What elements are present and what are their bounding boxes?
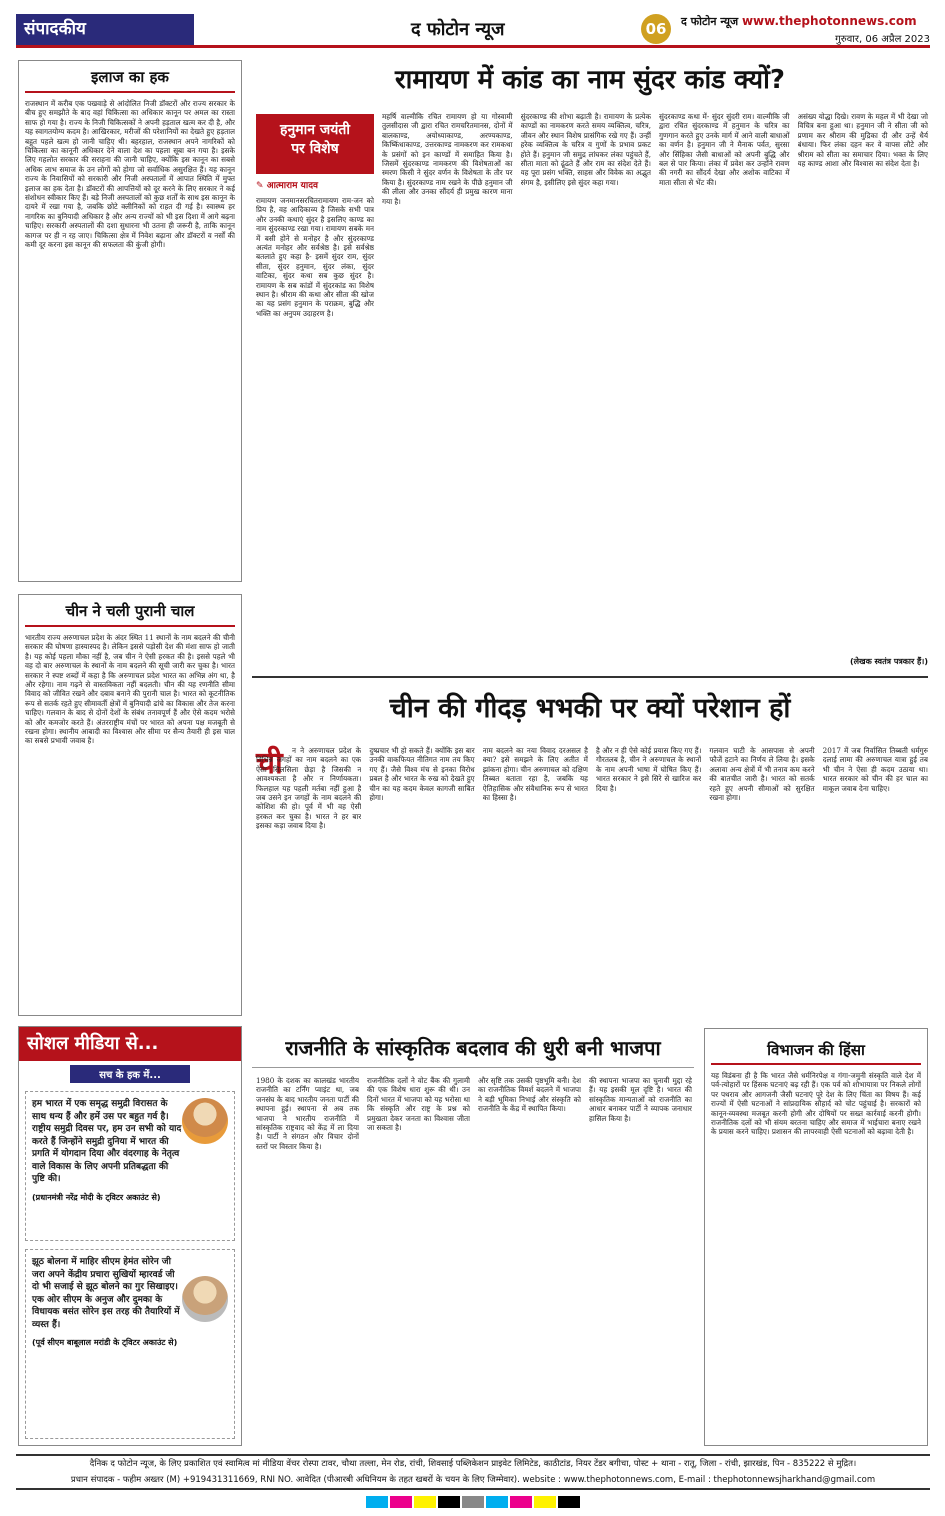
bjp-col3: और सृष्टि तक उसकी पृष्ठभूमि बनी। देश का राजनीतिक विमर्श बदलने में भाजपा ने बड़ी भूमिका निभाई और संस्कृति को राजनीति के केंद्र में स्थापित किया। xyxy=(478,1076,581,1114)
social-post-2-source: (पूर्व सीएम बाबूलाल मरांडी के ट्विटर अकाउंट से) xyxy=(32,1338,178,1347)
social-post-2 xyxy=(25,1249,235,1439)
editorial-china-title: चीन ने चली पुरानी चाल xyxy=(25,601,235,627)
ramayan-col4: सुंदरकाण्ड कथा में- सुंदर सुंदरी राम। वाल्मीकि जी द्वारा रचित सुंदरकाण्ड में हनुमान के चरित्र का गुणगान करते हुए उनके मार्ग में आने वाली बाधाओं का वर्णन है। हनुमान जी ने मैनाक पर्वत, सुरसा और सिंहिका जैसी बाधाओं को अपनी बुद्धि और बल से पार किया। लंका में प्रवेश कर उन्होंने रावण की नगरी का सौंदर्य देखा और अशोक वाटिका में माता सीता से भेंट की। xyxy=(659,112,790,187)
bjp-headline: राजनीति के सांस्कृतिक बदलाव की धुरी बनी भाजपा xyxy=(252,1028,694,1068)
china-drop-cap: ची xyxy=(256,746,283,781)
ramayan-tag xyxy=(256,114,374,174)
social-post-1-text: हम भारत में एक समृद्ध समुद्री विरासत के साथ धन्य हैं और हमें उस पर बहुत गर्व है। राष्ट्रीय समुद्री दिवस पर, हम उन सभी को याद करते हैं जिन्होंने समुद्री दुनिया में भारत की प्रगति में योगदान दिया और वंदरगाह के नेतृत्व वाले विकास के लिए अपनी प्रतिबद्धता की पुष्टि की। xyxy=(32,1099,182,1184)
ramayan-tag-line1: हनुमान जयंती xyxy=(280,122,350,138)
swatch xyxy=(462,1496,484,1508)
swatch xyxy=(486,1496,508,1508)
author-photo xyxy=(182,1276,228,1322)
swatch xyxy=(510,1496,532,1508)
editorial-china xyxy=(18,594,242,1016)
ramayan-tag-line2: पर विशेष xyxy=(291,141,339,157)
ramayan-credit: (लेखक स्वतंत्र पत्रकार हैं।) xyxy=(849,657,928,666)
china-columns xyxy=(256,746,928,1008)
site-url[interactable]: www.thephotonnews.com xyxy=(741,14,917,28)
china-col6: 2017 में जब निर्वासित तिब्बती धर्मगुरु दलाई लामा की अरुणाचल यात्रा हुई तब भी चीन ने ऐसा ही कदम उठाया था। भारत सरकार को चीन की हर चाल का माकूल जवाब देना चाहिए। xyxy=(822,746,928,793)
bjp-columns xyxy=(256,1076,692,1446)
ramayan-headline: रामायण में कांड का नाम सुंदर कांड क्यों? xyxy=(395,65,785,95)
section-title: संपादकीय xyxy=(16,14,194,45)
social-media-box xyxy=(18,1026,242,1446)
ramayan-col2: महर्षि वाल्मीकि रचित रामायण हो या गोस्वामी तुलसीदास जी द्वारा रचित रामचरितमानस, दोनों में बालकाण्ड, अयोध्याकाण्ड, अरण्यकाण्ड, किष्किंधाकाण्ड, उत्तरकाण्ड नामकरण कर रामकथा के प्रसंगों को इन काण्डों में समाहित किया है। जिसमें सुंदरकाण्ड नामकरण की विशेषताओं का स्मरण किसी ने सुंदर वर्णन के विशेषता के तौर पर किया है। सुंदरकाण्ड नाम रखने के पीछे हनुमान जी की लीला और उनका सौंदर्य ही प्रमुख कारण माना गया है। xyxy=(382,112,513,206)
editorial-health-title: इलाज का हक xyxy=(25,67,235,93)
bjp-col4: की स्थापना भाजपा का चुनावी मुद्दा रहे हैं। यह इसकी मूल दृष्टि है। भारत की सांस्कृतिक मान्यताओं को राजनीति का आधार बनाकर पार्टी ने व्यापक जनाधार हासिल किया है। xyxy=(589,1076,692,1123)
editorial-health xyxy=(18,60,242,582)
editorial-china-body: भारतीय राज्य अरुणाचल प्रदेश के अंदर स्थित 11 स्थानों के नाम बदलने की चीनी सरकार की घोषणा हास्यास्पद है। लेकिन इससे पड़ोसी देश की मंशा साफ हो जाती है। यह कोई पहला मौका नहीं है, जब चीन ने ऐसी हरकत की है। इससे पहले भी वह दो बार अरुणाचल के स्थानों के नाम बदलने की सूची जारी कर चुका है। भारत सरकार ने स्पष्ट शब्दों में कहा है कि अरुणाचल प्रदेश भारत का अभिन्न अंग था, है और रहेगा। नाम गढ़ने से वास्तविकता नहीं बदलती। चीन की यह रणनीति सीमा विवाद को जीवित रखने और दबाव बनाने की पुरानी चाल है। भारत को कूटनीतिक रूप से सतर्क रहते हुए सीमावर्ती क्षेत्रों में बुनियादी ढांचे का विकास और तेज करना चाहिए। गलवान के बाद से दोनों देशों के संबंध तनावपूर्ण हैं और ऐसे कदम भरोसे को और कमजोर करते हैं। अंतरराष्ट्रीय मंचों पर भारत को अपना पक्ष मजबूती से रखना होगा। स्थानीय आबादी का विश्वास और सीमा पर सैन्य तैयारी ही इस चाल का सबसे प्रभावी जवाब है। xyxy=(25,633,235,746)
header-site xyxy=(681,14,917,29)
bjp-col1: 1980 के दशक का कालखंड भारतीय राजनीति का टर्निंग प्वाइंट था, जब जनसंघ के बाद भारतीय जनता पार्टी की स्थापना हुई। स्थापना से अब तक भाजपा ने भारतीय राजनीति में सांस्कृतिक राष्ट्रवाद को केंद्र में ला दिया है। पार्टी ने संगठन और विचार दोनों स्तरों पर विस्तार किया है। xyxy=(256,1076,359,1151)
author-photo xyxy=(182,1098,228,1144)
editorial-partition-title: विभाजन की हिंसा xyxy=(711,1035,921,1065)
social-post-1 xyxy=(25,1091,235,1241)
editorial-health-body: राजस्थान में करीब एक पखवाड़े से आंदोलित निजी डॉक्टरों और राज्य सरकार के बीच हुए समझौते के बाद वहां चिकित्सा का अधिकार कानून पर अमल का रास्ता साफ हो गया है। राज्य के निजी चिकित्सकों ने अपनी हड़ताल खत्म कर दी है, और यह स्वागतयोग्य कदम है। आखिरकार, मरीजों की परेशानियों का देखते हुए हड़ताल बहुत पहले खत्म हो जानी चाहिए थी। बहरहाल, राजस्थान अपने नागरिकों को चिकित्सा का कानूनी अधिकार देने वाला देश का पहला सूबा बन गया है। इसके लिए गहलोत सरकार की सराहना की जानी चाहिए, क्योंकि इस कानून का सबसे अधिक लाभ समाज के उन लोगों को होगा जो सर्वाधिक असुरक्षित हैं। यह कानून राज्य के निवासियों को सरकारी और निजी अस्पतालों में आपात स्थिति में मुफ्त इलाज का हक देता है। डॉक्टरों की आपत्तियों को दूर करने के लिए सरकार ने कई संशोधन स्वीकार किए हैं। बड़े निजी अस्पतालों को कुछ शर्तों के साथ इस कानून के दायरे में रखा गया है, जबकि छोटे क्लीनिकों को राहत दी गई है। स्वास्थ्य हर नागरिक का बुनियादी अधिकार है और अन्य राज्यों को भी इस दिशा में आगे बढ़ना चाहिए। सरकारी अस्पतालों की दशा सुधारना भी उतना ही जरूरी है, ताकि कानून कागज पर ही न रह जाए। चिकित्सा क्षेत्र में निवेश बढ़ाना और डॉक्टरों व नर्सों की कमी दूर करना इस कानून की सफलता की कुंजी होगी। xyxy=(25,99,235,250)
page-number-badge: 06 xyxy=(641,14,671,44)
ramayan-author-name: आत्माराम यादव xyxy=(266,181,318,191)
social-post-1-source: (प्रधानमंत्री नरेंद्र मोदी के ट्विटर अकाउंट से) xyxy=(32,1192,161,1202)
imprint-line-1: दैनिक द फोटोन न्यूज, के लिए प्रकाशित एवं स्वामित्व मां मीडिया वेंचर रोस्पा टावर, चौथा तल्ला, मेन रोड, रांची, शिवसाई पब्लिकेशन प्राइवेट लिमिटेड, काठीटांड, नियर टेंडर बगीचा, पोस्ट + थाना - रातू, जिला - रांची, झारखंड, पिन - 835222 से मुद्रित। xyxy=(89,1459,857,1469)
ramayan-columns xyxy=(382,112,928,667)
print-registration-marks xyxy=(0,1496,945,1516)
bjp-col2: राजनीतिक दलों ने वोट बैंक की गुलामी की एक विशेष धारा शुरू की थी। उन दिनों भारत में भाजपा को यह भरोसा था कि संस्कृति और राष्ट्र के प्रश्न को प्रमुखता देकर जनता का विश्वास जीता जा सकता है। xyxy=(367,1076,470,1133)
page-header xyxy=(16,14,930,48)
site-label: द फोटोन न्यूज xyxy=(681,15,739,28)
imprint-line-2: प्रधान संपादक - फहीम अख्तर (M) +919431311669, RNI NO. आवेदित (पीआरबी अधिनियम के तहत खबरों के चयन के लिए जिम्मेवार). website : www.thephotonnews.com, E-mail : thephotonnewsjharkhand@gmail.com xyxy=(70,1475,876,1485)
swatch xyxy=(366,1496,388,1508)
swatch xyxy=(558,1496,580,1508)
paper-name: द फोटोन न्यूज xyxy=(411,19,505,40)
ramayan-col3: सुंदरकाण्ड की शोभा बढ़ाती है। रामायण के प्रत्येक काण्डों का नामकरण करते समय व्यक्तित्व, चरित्र, जीवन और स्थान विशेष प्रासंगिक रखे गए हैं। उन्हीं हरेक व्यक्तित्व के चरित्र व गुणों के प्रभाव प्रकट होते हैं। हनुमान जी समुद्र लांघकर लंका पहुंचते हैं, सीता माता को ढूंढते हैं और राम का संदेश देते हैं। यह पूरा प्रसंग भक्ति, साहस और विवेक का अद्भुत संगम है, इसीलिए इसे सुंदर कहा गया। xyxy=(520,112,651,187)
swatch xyxy=(414,1496,436,1508)
china-col4: है और न ही ऐसे कोई प्रयास किए गए हैं। गौरतलब है, चीन ने अरुणाचल के स्थानों के नाम अपनी भाषा में घोषित किए हैं। भारत सरकार ने इसे सिरे से खारिज कर दिया है। xyxy=(595,746,702,793)
ramayan-col5: असंख्य योद्धा दिखे। रावण के महल में भी देखा जो विचित्र बना हुआ था। हनुमान जी ने सीता जी को प्रणाम कर श्रीराम की मुद्रिका दी और उन्हें धैर्य बंधाया। फिर लंका दहन कर वे वापस लौटे और श्रीराम को सीता का समाचार दिया। भक्त के लिए यह काण्ड आशा और विश्वास का संदेश देता है। xyxy=(797,112,928,169)
china-col3: नाम बदलने का नया विवाद दरअसल है क्या? इसे समझने के लिए अतीत में झांकना होगा। चीन अरुणाचल को दक्षिण तिब्बत बताता रहा है, जबकि यह ऐतिहासिक और संवैधानिक रूप से भारत का हिस्सा है। xyxy=(482,746,588,803)
china-col2: दुष्प्रचार भी हो सकते हैं। क्योंकि इस बार उनकी वाकफियत नीतिगत नाम तय किए गए हैं। जैसे विश्व मंच से इनका विरोध प्रबल है और भारत के रुख को देखते हुए चीन का यह कदम केवल कागजी साबित होगा। xyxy=(369,746,475,803)
header-date: गुरुवार, 06 अप्रैल 2023 xyxy=(835,34,930,45)
china-col1: न ने अरुणाचल प्रदेश के विभिन्न जगहों का नाम बदलने का एक ऐसा सिलसिला छेड़ा है जिसकी न आवश्यकता है और न निर्णायकता। फिलहाल यह पहली मर्तबा नहीं हुआ है जब उसने इन जगहों के नाम बदलने की कोशिश की हो। पूर्व में भी वह ऐसी हरकत कर चुका है। भारत ने हर बार इसका कड़ा जवाब दिया है। xyxy=(256,746,362,831)
imprint-footer xyxy=(16,1454,930,1490)
ramayan-col1: रामायण जनमानसरचितरामायण राम-जन को प्रिय है, वह आदिकाव्य है जिसके सभी पात्र और उनकी कथाएं सुंदर है इसलिए काण्ड का नाम सुंदरकाण्ड रखा गया। रामायण सबके मन में बसी होने से मनोहर है और सुंदरकाण्ड अत्यंत मनोहर और सर्वश्रेष्ठ है। इसे सर्वश्रेष्ठ बतलाते हुए कहा है- इसमें सुंदर राम, सुंदर सीता, सुंदर हनुमान, सुंदर लंका, सुंदर वाटिका, सुंदर कथा सब कुछ सुंदर है। रामायण के सब कांडों में सुंदरकांड का विशेष स्थान है। श्रीराम की कथा और सीता की खोज का यह प्रसंग हनुमान के पराक्रम, बुद्धि और भक्ति का अनुपम उदाहरण है। xyxy=(256,196,374,318)
swatch xyxy=(438,1496,460,1508)
social-post-2-text: झूठ बोलना में माहिर सीएम हेमंत सोरेन जी जरा अपने केंद्रीय प्रचारा सुखियों म्हारवर्ड जी दो भी सजाई से झूठ बोलने का गुर सिखाइए। एक ओर सीएम के अनुज और दुमका के विधायक बसंत सोरेन इस तरह की तैयारियों में व्यस्त हैं। xyxy=(32,1257,180,1330)
pen-icon: ✎ xyxy=(256,181,267,191)
swatch xyxy=(390,1496,412,1508)
social-title: सोशल मीडिया से... xyxy=(19,1027,241,1061)
china-headline: चीन की गीदड़ भभकी पर क्यों परेशान हों xyxy=(389,693,791,724)
ramayan-author xyxy=(256,178,374,191)
divider xyxy=(252,676,928,678)
china-col5: गलवान घाटी के आसपास से अपनी फौजें हटाने का निर्णय ले लिया है। इसके अलावा अन्य क्षेत्रों में भी तनाव कम करने की बातचीत जारी है। भारत को सतर्क रहते हुए अपनी सीमाओं को सुरक्षित रखना होगा। xyxy=(709,746,815,803)
social-tagline: सच के हक में... xyxy=(70,1065,190,1083)
swatch xyxy=(534,1496,556,1508)
editorial-partition xyxy=(704,1028,928,1446)
editorial-partition-body: यह विडंबना ही है कि भारत जैसे धर्मनिरपेक्ष व गंगा-जमुनी संस्कृति वाले देश में पर्व-त्योहारों पर हिंसक घटनाएं बढ़ रही हैं। एक पर्व को शोभायात्रा पर निकले लोगों पर पथराव और आगजनी जैसी घटनाएं पूरे देश के लिए चिंता का विषय हैं। कई राज्यों में ऐसी घटनाओं ने सांप्रदायिक सौहार्द को चोट पहुंचाई है। सरकारों को कानून-व्यवस्था मजबूत करनी होगी और दोषियों पर सख्त कार्रवाई करनी होगी। राजनीतिक दलों को भी संयम बरतना चाहिए और समाज में भाईचारा बनाए रखने के प्रयास करने चाहिए। प्रशासन की लापरवाही ऐसी घटनाओं को बढ़ावा देती है। xyxy=(711,1071,921,1137)
